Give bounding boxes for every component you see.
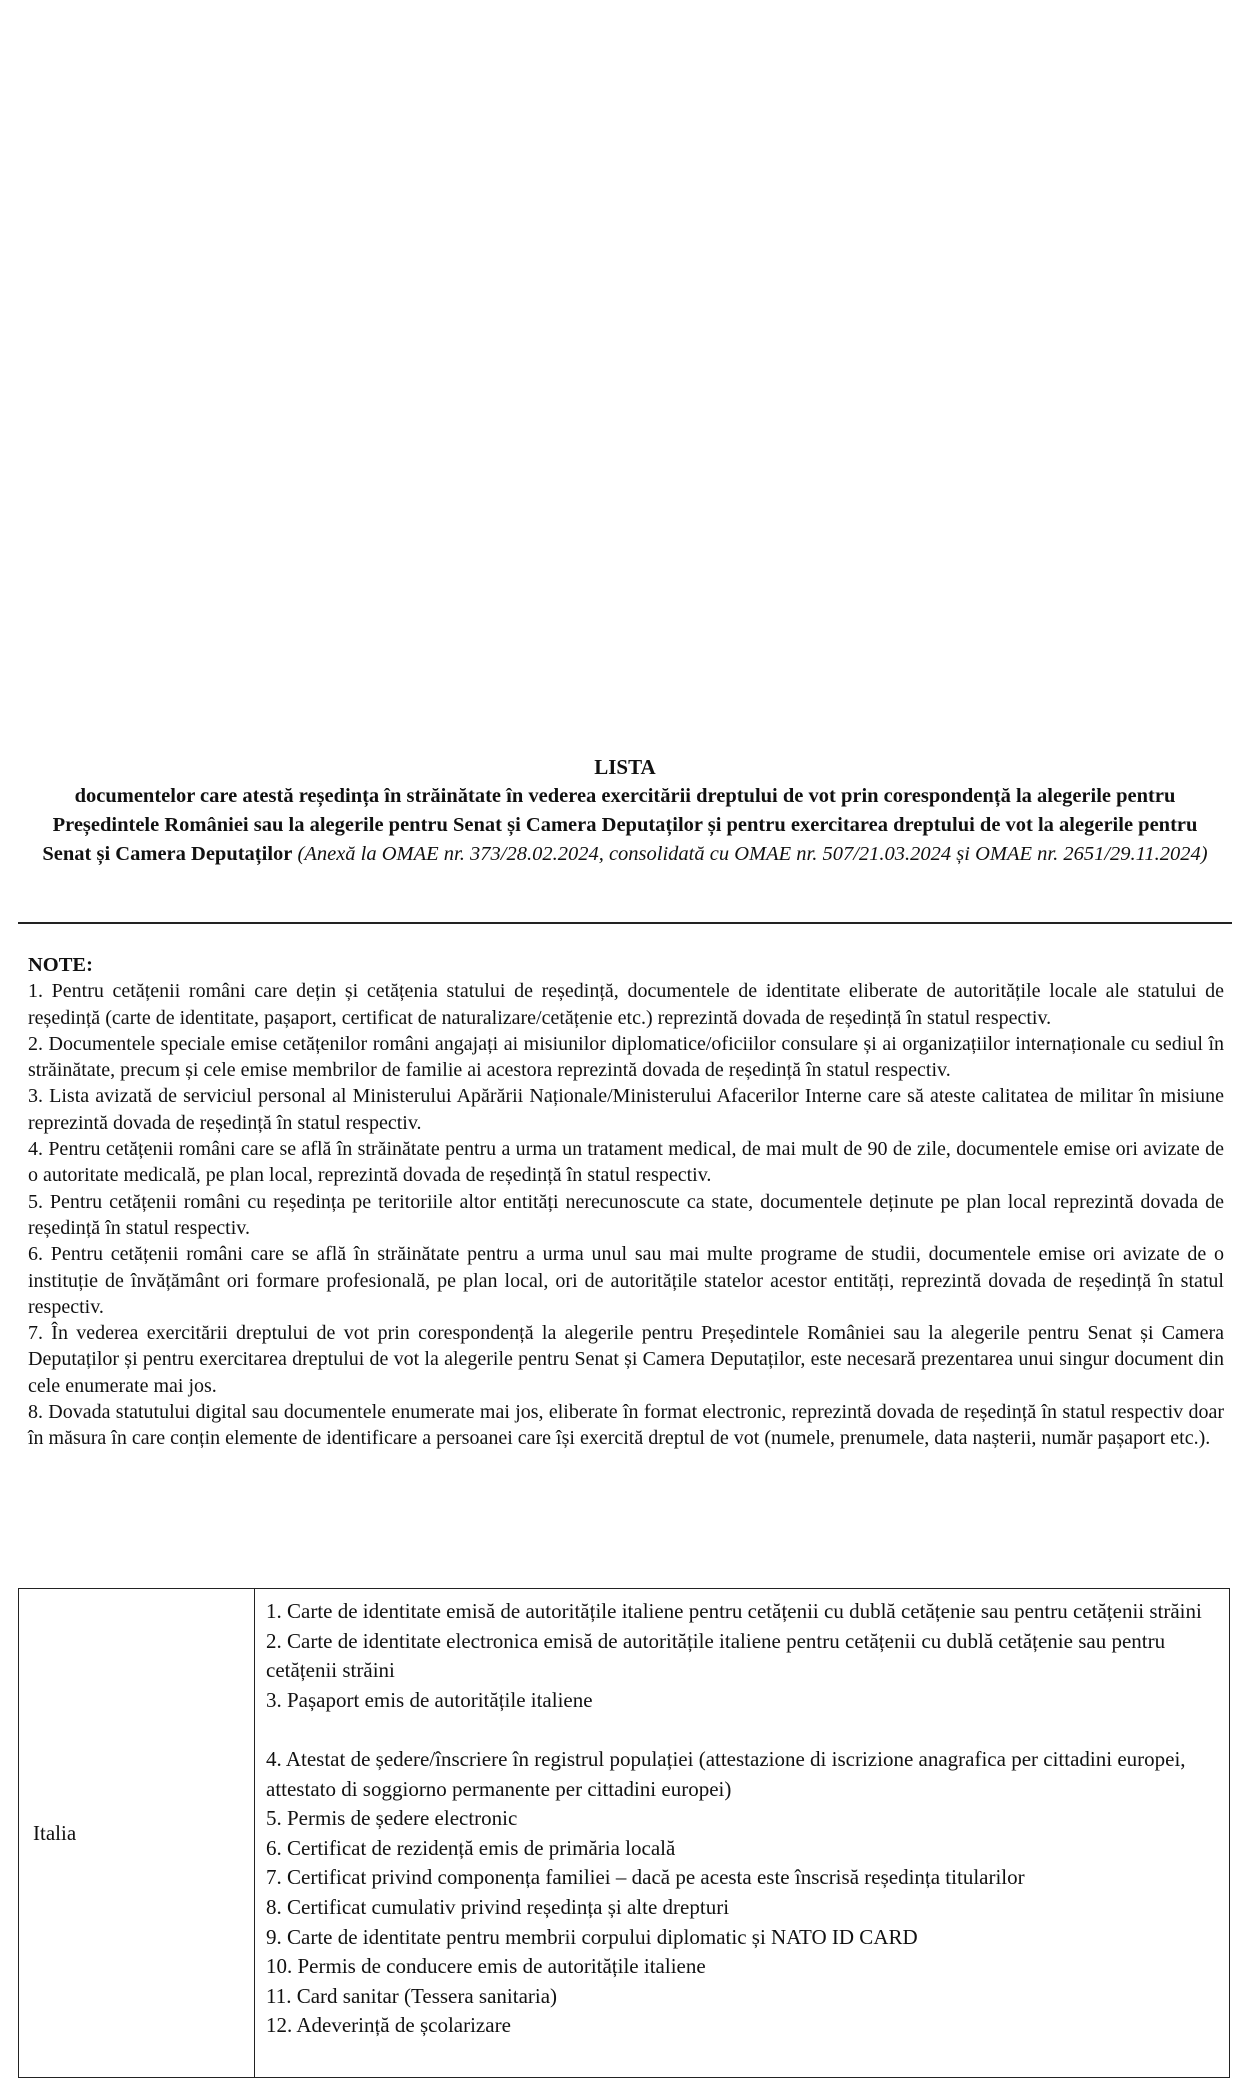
note-item: 4. Pentru cetățenii români care se află în străinătate pentru a urma un tratament medical, de mai mult de 90 de zile, documentele emise ori avizate de o autoritate medicală, pe plan local, reprezintă dovada de reședință în statul respectiv.: [28, 1138, 1224, 1187]
document-item: 11. Card sanitar (Tessera sanitaria): [266, 1983, 558, 2008]
document-item: 12. Adeverință de școlarizare: [266, 2013, 511, 2038]
document-item: 10. Permis de conducere emis de autoritățile italiene: [266, 1954, 706, 1979]
document-item: 2. Carte de identitate electronica emisă de autoritățile italiene pentru cetățenii cu dublă cetățenie sau pentru cetățenii străini: [266, 1628, 1166, 1683]
document-item: 6. Certificat de rezidență emis de primăria locală: [266, 1835, 676, 1860]
document-subtitle-block: [30, 782, 1220, 869]
note-item: 5. Pentru cetățenii români cu reședința pe teritoriile altor entități nerecunoscute ca state, documentele deținute pe plan local reprezintă dovada de reședință în statul respectiv.: [28, 1190, 1224, 1239]
document-header: [30, 753, 1220, 869]
list-spacer: [266, 1715, 1219, 1745]
notes-heading: NOTE:: [28, 954, 93, 976]
documents-list-cell: [255, 1589, 1229, 2077]
document-item: 4. Atestat de ședere/înscriere în registrul populației (attestazione di iscrizione anagrafica per cittadini europei, attestato di soggiorno permanente per cittadini europei): [266, 1746, 1186, 1801]
document-item: 5. Permis de ședere electronic: [266, 1806, 518, 1831]
document-item: 9. Carte de identitate pentru membrii corpului diplomatic și NATO ID CARD: [266, 1924, 918, 1949]
country-name: Italia: [33, 1820, 77, 1845]
note-item: 2. Documentele speciale emise cetățenilor români angajați ai misiunilor diplomatice/oficiilor consulare și ai organizațiilor internaționale cu sediul în străinătate, precum și cele emise membrilor de familie ai acestora reprezintă dovada de reședință în statul respectiv.: [28, 1032, 1224, 1082]
documents-table: [18, 1588, 1230, 2078]
annex-reference: (Anexă la OMAE nr. 373/28.02.2024, consolidată cu OMAE nr. 507/21.03.2024 și OMAE nr. 2651/29.11.2024): [297, 843, 1208, 865]
document-title: LISTA: [594, 755, 656, 779]
note-item: 1. Pentru cetățenii români care dețin și cetățenia statului de reședință, documentele de identitate eliberate de autoritățile locale ale statului de reședință (carte de identitate, pașaport, certificat de naturalizare/cetățenie etc.) reprezintă dovada de reședință în statul respectiv.: [28, 980, 1224, 1029]
horizontal-divider: [18, 922, 1232, 924]
note-item: 8. Dovada statutului digital sau documentele enumerate mai jos, eliberate în format electronic, reprezintă dovada de reședință în statul respectiv doar în măsura în care conțin elemente de identificare a persoanei care își exercită dreptul de vot (numele, prenumele, data nașterii, număr pașaport etc.).: [28, 1401, 1224, 1450]
country-cell: [19, 1589, 255, 2077]
document-item: 7. Certificat privind componența familiei – dacă pe acesta este înscrisă reședința titularilor: [266, 1865, 1025, 1890]
document-item: 1. Carte de identitate emisă de autoritățile italiene pentru cetățenii cu dublă cetățenie sau pentru cetățenii străini: [266, 1599, 1202, 1623]
note-item: 6. Pentru cetățenii români care se află în străinătate pentru a urma unul sau mai multe programe de studii, documentele emise ori avizate de o instituție de învățământ ori formare profesională, pe plan local, ori de autoritățile statelor acestor entități, reprezintă dovada de reședință în statul respectiv.: [28, 1243, 1224, 1318]
document-item: 8. Certificat cumulativ privind reședința și alte drepturi: [266, 1894, 730, 1919]
document-subtitle: documentelor care atestă reședința în străinătate în vederea exercitării dreptului de vot prin corespondență la alegerile pentru Președintele României sau la alegerile pentru Senat și Camera Deputaților și pentru exercitarea dreptului de vot la alegerile pentru Senat și Camera Deputaților: [42, 785, 1198, 865]
note-item: 7. În vederea exercitării dreptului de vot prin corespondență la alegerile pentru Președintele României sau la alegerile pentru Senat și Camera Deputaților și pentru exercitarea dreptului de vot la alegerile pentru Senat și Camera Deputaților, este necesară prezentarea unui singur document din cele enumerate mai jos.: [28, 1322, 1224, 1397]
note-item: 3. Lista avizată de serviciul personal al Ministerului Apărării Naționale/Ministerului Afacerilor Interne care să ateste calitatea de militar în misiune reprezintă dovada de reședință în statul respectiv.: [28, 1085, 1224, 1134]
notes-section: [28, 952, 1224, 1452]
document-item: 3. Pașaport emis de autoritățile italiene: [266, 1687, 593, 1712]
